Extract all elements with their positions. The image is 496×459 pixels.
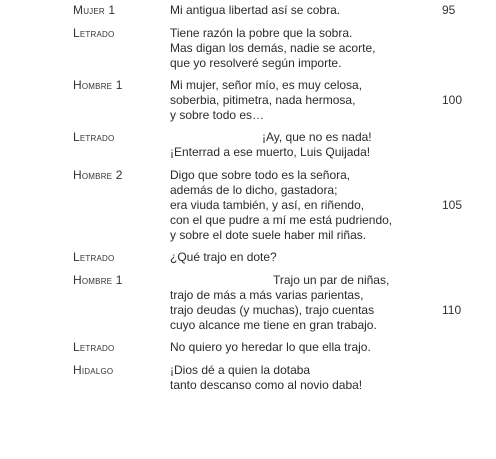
verse-line: Mas digan los demás, nadie se acorte, <box>170 41 376 55</box>
verse-line: además de lo dicho, gastadora; <box>170 183 338 197</box>
verse-line: trajo de más a más varias parientas, <box>170 288 364 302</box>
line-number: 100 <box>442 93 463 107</box>
verse-lines <box>170 168 392 243</box>
speaker-name: Mujer 1 <box>73 3 116 17</box>
verse-line: Mi antigua libertad así se cobra. <box>170 3 341 17</box>
verse-line: No quiero yo heredar lo que ella trajo. <box>170 340 371 354</box>
verse-line: ¿Qué trajo en dote? <box>170 250 277 264</box>
speaker-name: Letrado <box>73 340 115 354</box>
verse-line: Trajo un par de niñas, <box>273 273 390 287</box>
verse-line: y sobre el dote suele haber mil riñas. <box>170 228 367 242</box>
line-number: 105 <box>442 198 463 212</box>
verse-line: soberbia, pitimetra, nada hermosa, <box>170 93 356 107</box>
verse-line: y sobre todo es… <box>170 108 265 122</box>
verse-lines <box>170 340 371 355</box>
verse-line: trajo deudas (y muchas), trajo cuentas <box>170 303 375 317</box>
verse-line: ¡Enterrad a ese muerto, Luis Quijada! <box>170 145 371 159</box>
speaker-name: Letrado <box>73 130 115 144</box>
verse-lines <box>170 78 362 123</box>
line-number: 110 <box>442 303 462 317</box>
verse-line: Digo que sobre todo es la señora, <box>170 168 351 182</box>
verse-lines <box>170 250 277 265</box>
speaker-name: Hombre 2 <box>73 168 123 182</box>
speaker-name: Hombre 1 <box>73 273 123 287</box>
speaker-name: Hidalgo <box>73 363 114 377</box>
verse-line: tanto descanso como al novio daba! <box>170 378 363 392</box>
verse-line: cuyo alcance me tiene en gran trabajo. <box>170 318 377 332</box>
speaker-name: Hombre 1 <box>73 78 123 92</box>
verse-line: Tiene razón la pobre que la sobra. <box>170 26 353 40</box>
verse-line: ¡Dios dé a quien la dotaba <box>170 363 311 377</box>
speaker-name: Letrado <box>73 250 115 264</box>
verse-line: que yo resolveré según importe. <box>170 56 342 70</box>
verse-lines <box>170 130 372 160</box>
line-number: 95 <box>442 3 456 17</box>
verse-lines <box>170 26 375 71</box>
verse-line: era viuda también, y así, en riñendo, <box>170 198 365 212</box>
verse-lines <box>170 273 389 333</box>
verse-line: con el que pudre a mí me está pudriendo, <box>170 213 393 227</box>
verse-line: Mi mujer, señor mío, es muy celosa, <box>170 78 363 92</box>
speaker-name: Letrado <box>73 26 115 40</box>
verse-lines <box>170 363 362 393</box>
verse-lines <box>170 3 340 18</box>
verse-line: ¡Ay, que no es nada! <box>262 130 372 144</box>
